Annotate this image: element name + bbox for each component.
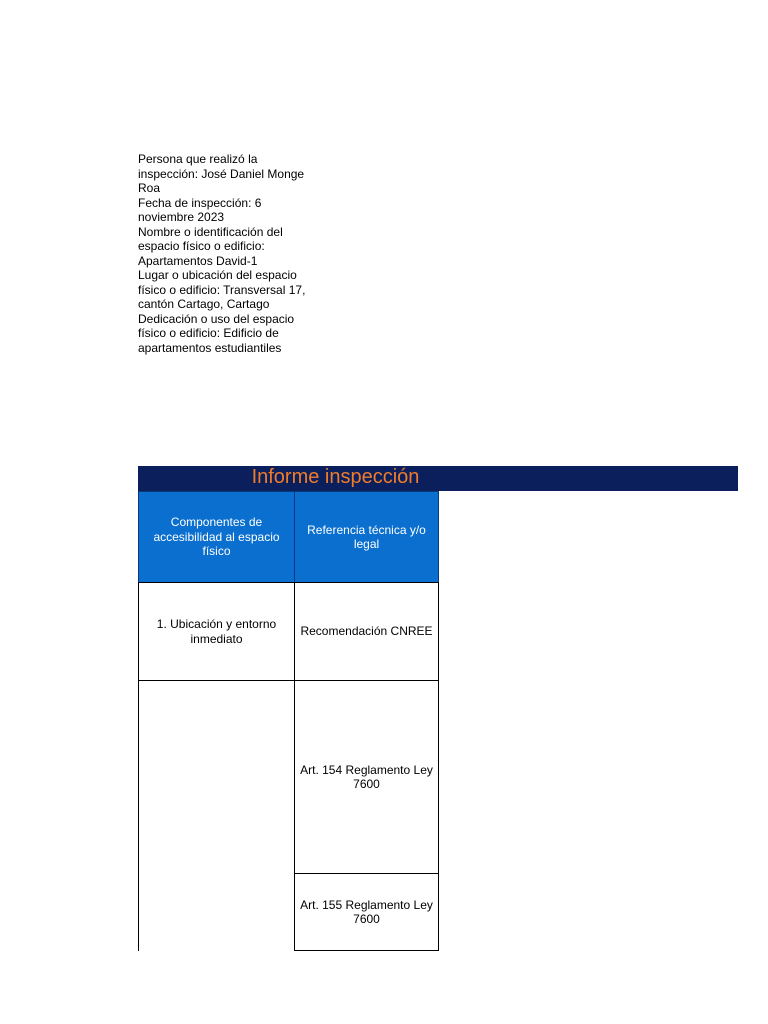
report-title: Informe inspección [251,466,420,488]
table-cell-reference: Art. 155 Reglamento Ley 7600 [294,873,439,951]
table-cell-reference: Recomendación CNREE [294,582,439,681]
header-components: Componentes de accesibilidad al espacio físico [138,491,295,583]
building-name-line: Nombre o identificación del espacio físico o edificio: Apartamentos David-1 [138,224,283,268]
table-cell-component: 1. Ubicación y entorno inmediato [138,582,295,681]
location-line: Lugar o ubicación del espacio físico o edificio: Transversal 17, cantón Cartago, Cartago [138,268,306,311]
table-cell-component-merged [138,680,295,951]
table-cell-reference: Art. 154 Reglamento Ley 7600 [294,680,439,874]
inspection-info [138,152,313,355]
inspector-line: Persona que realizó la inspección: José Daniel Monge Roa [138,152,305,195]
header-reference: Referencia técnica y/o legal [294,491,439,583]
usage-line: Dedicación o uso del espacio físico o edificio: Edificio de apartamentos estudiantiles [138,311,295,355]
date-line: Fecha de inspección: 6 noviembre 2023 [138,195,262,224]
